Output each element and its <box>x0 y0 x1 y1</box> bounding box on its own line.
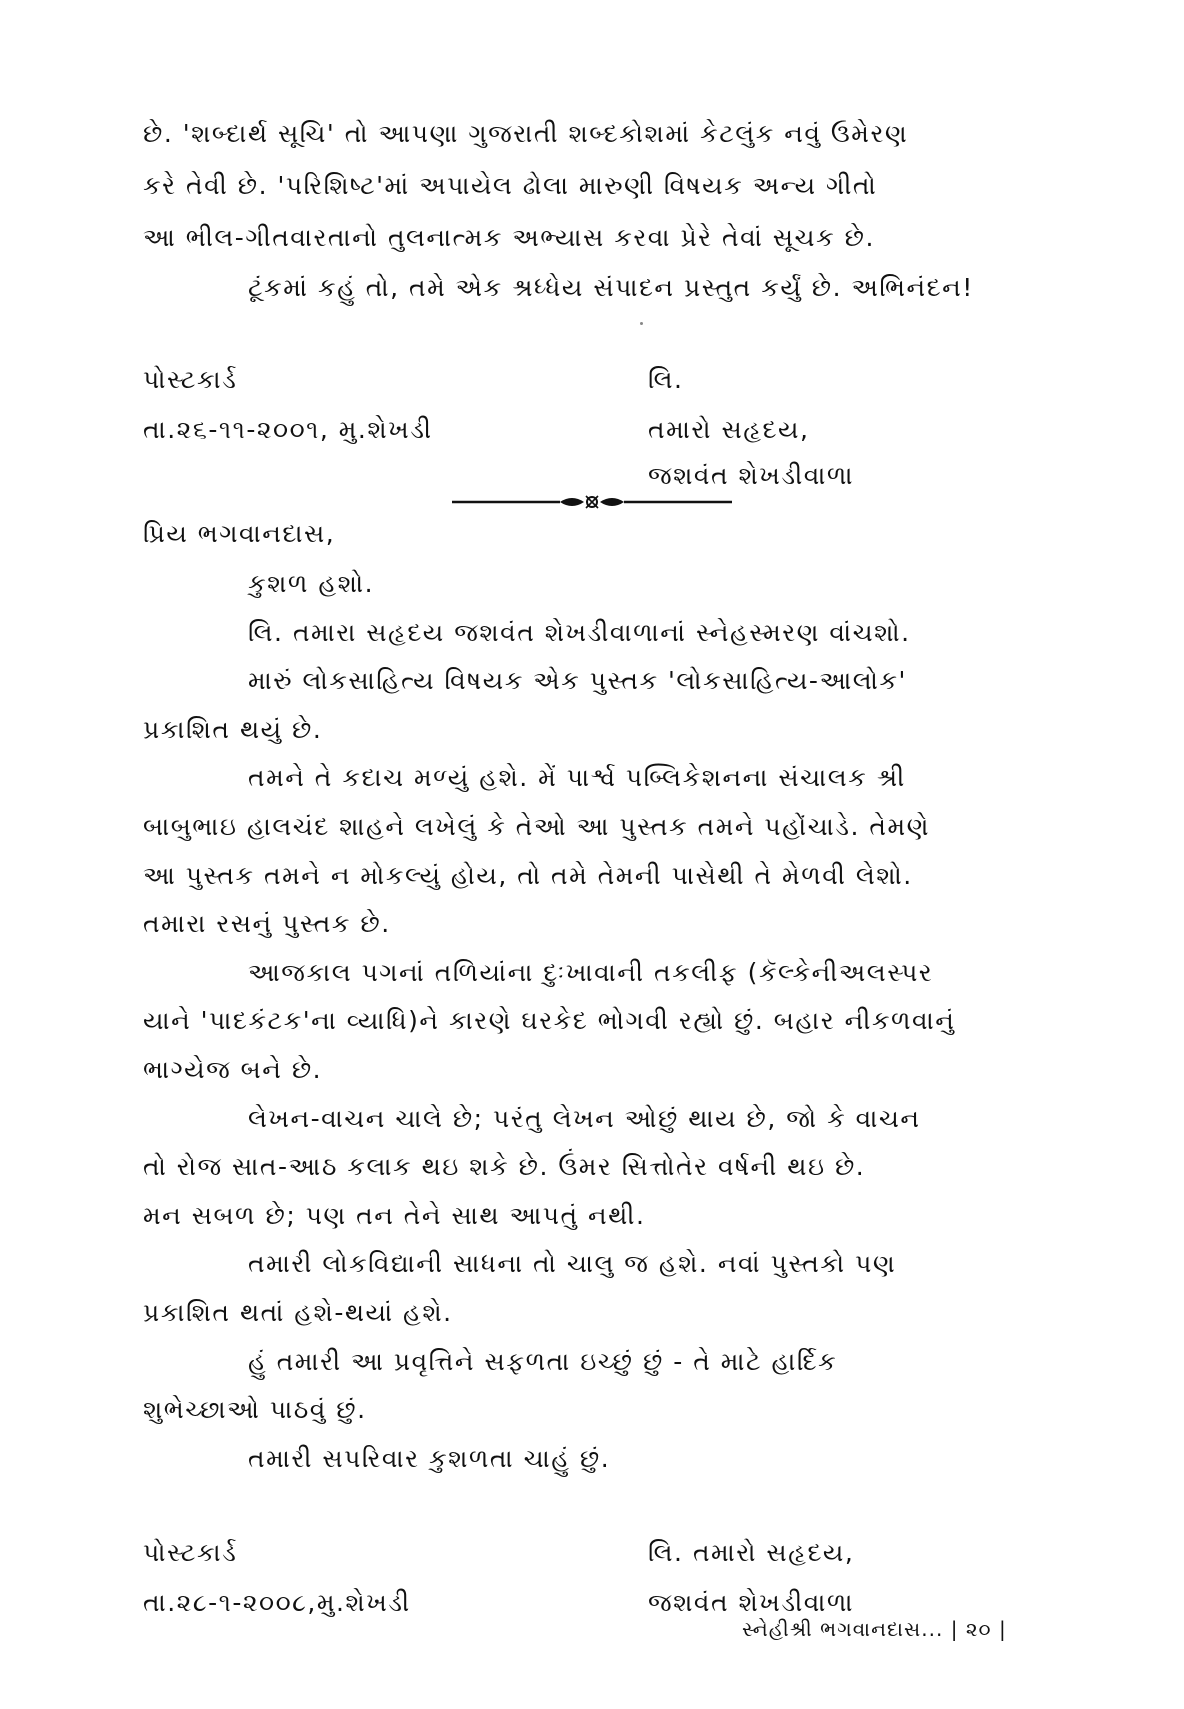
letter-line: હું તમારી આ પ્રવૃત્તિને સફળતા ઇચ્છું છું - તે માટે હાર્દિક <box>248 1347 838 1376</box>
letter-line: બાબુભાઇ હાલચંદ શાહને લખેલું કે તેઓ આ પુસ્તક તમને પહોંચાડે. તેમણે <box>143 812 930 841</box>
letter-line: લિ. તમારા સહૃદય જશવંત શેખડીવાળાનાં સ્નેહસ્મરણ વાંચશો. <box>248 618 911 647</box>
signature-li: લિ. <box>648 365 684 394</box>
signature-yours: લિ. તમારો સહૃદય, <box>648 1538 855 1567</box>
ornament-divider <box>452 490 732 514</box>
page-number-separator: | <box>950 1617 966 1641</box>
letter-line: તમારી લોકવિદ્યાની સાધના તો ચાલુ જ હશે. નવાં પુસ્તકો પણ <box>248 1249 897 1278</box>
closing-line: ટૂંકમાં કહું તો, તમે એક શ્રધ્ધેય સંપાદન પ્રસ્તુત કર્યું છે. અભિનંદન! <box>248 273 974 302</box>
letter-line: આજકાલ પગનાં તળિયાંના દુઃખાવાની તકલીફ (કૅલ્કેનીઅલસ્પર <box>248 958 934 987</box>
page-footer <box>742 1615 1007 1643</box>
letter-line: મન સબળ છે; પણ તન તેને સાથ આપતું નથી. <box>143 1201 646 1230</box>
letter-line: લેખન-વાચન ચાલે છે; પરંતુ લેખન ઓછું થાય છે, જો કે વાચન <box>248 1104 921 1133</box>
letter-line: યાને 'પાદકંટક'ના વ્યાધિ)ને કારણે ઘરકેદ ભોગવી રહ્યો છું. બહાર નીકળવાનું <box>143 1006 956 1035</box>
letter-line: તમારી સપરિવાર કુશળતા ચાહું છું. <box>248 1444 611 1473</box>
letter-line: તમારા રસનું પુસ્તક છે. <box>143 909 391 938</box>
postcard-label: પોસ્ટકાર્ડ <box>143 365 238 394</box>
letter-line: તમને તે કદાચ મળ્યું હશે. મેં પાર્શ્વ પબ્લિકેશનના સંચાલક શ્રી <box>248 763 906 792</box>
page-number: ૨૦ <box>965 1617 992 1641</box>
letter-line: શુભેચ્છાઓ પાઠવું છું. <box>143 1395 367 1424</box>
letter-line: આ પુસ્તક તમને ન મોકલ્યું હોય, તો તમે તેમની પાસેથી તે મેળવી લેશો. <box>143 861 913 890</box>
signature-yours: તમારો સહૃદય, <box>648 415 810 444</box>
salutation: પ્રિય ભગવાનદાસ, <box>143 519 336 548</box>
signature-name: જશવંત શેખડીવાળા <box>648 461 855 490</box>
paragraph-line: છે. 'શબ્દાર્થ સૂચિ' તો આપણા ગુજરાતી શબ્દકોશમાં કેટલુંક નવું ઉમેરણ <box>143 119 909 148</box>
letter-line: પ્રકાશિત થયું છે. <box>143 715 323 744</box>
letter-line: મારું લોકસાહિત્ય વિષયક એક પુસ્તક 'લોકસાહિત્ય-આલોક' <box>248 666 907 695</box>
date-place: તા.૨૮-૧-૨૦૦૮,મુ.શેખડી <box>143 1588 411 1617</box>
postcard-label: પોસ્ટકાર્ડ <box>143 1538 238 1567</box>
signature-name: જશવંત શેખડીવાળા <box>648 1588 855 1617</box>
running-title: સ્નેહીશ્રી ભગવાનદાસ... <box>742 1617 944 1641</box>
decorative-dot <box>640 322 643 325</box>
paragraph-line: કરે તેવી છે. 'પરિશિષ્ટ'માં અપાયેલ ઢોલા મારુણી વિષયક અન્ય ગીતો <box>143 171 878 200</box>
letter-line: કુશળ હશો. <box>248 569 375 598</box>
letter-line: પ્રકાશિત થતાં હશે-થયાં હશે. <box>143 1298 453 1327</box>
date-place: તા.૨૬-૧૧-૨૦૦૧, મુ.શેખડી <box>143 415 433 444</box>
letter-line: ભાગ્યેજ બને છે. <box>143 1055 323 1084</box>
page-number-end: | <box>998 1617 1007 1641</box>
letter-line: તો રોજ સાત-આઠ કલાક થઇ શકે છે. ઉંમર સિત્તોતેર વર્ષની થઇ છે. <box>143 1152 866 1181</box>
paragraph-line: આ ભીલ-ગીતવારતાનો તુલનાત્મક અભ્યાસ કરવા પ્રેરે તેવાં સૂચક છે. <box>143 223 875 252</box>
